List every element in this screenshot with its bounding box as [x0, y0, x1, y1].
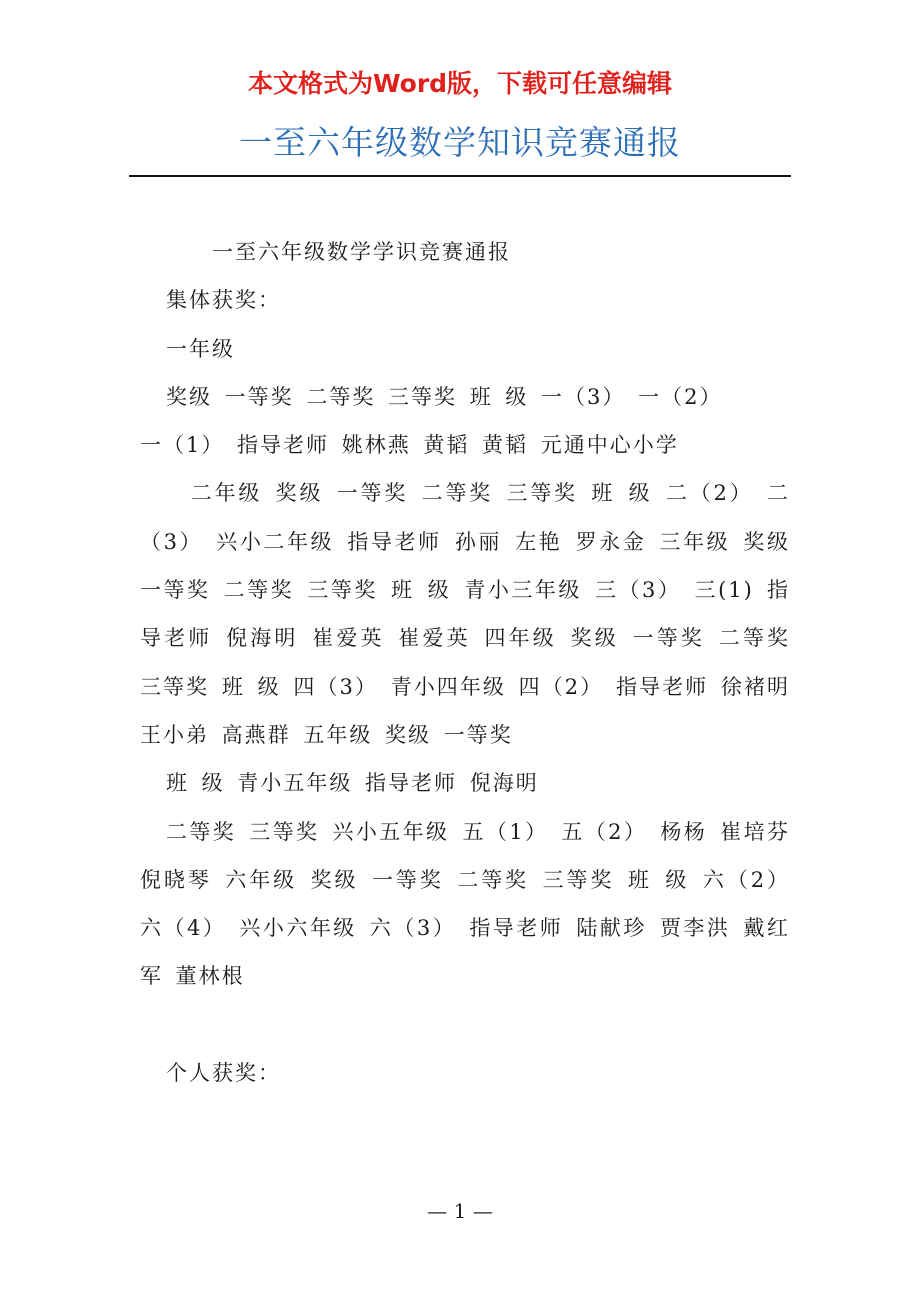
grade1-table-row: 奖级 一等奖 二等奖 三等奖 班 级 一（3） 一（2） [166, 384, 723, 409]
grade1-label: 一年级 [166, 336, 235, 361]
grade5-class-row: 班 级 青小五年级 指导老师 倪海明 [166, 771, 539, 796]
grades-2-5-text: 二年级 奖级 一等奖 二等奖 三等奖 班 级 二（2） 二（3） 兴小二年级 指导老师 孙丽 左艳 罗永金 三年级 奖级 一等奖 二等奖 三等奖 班 级 青小三年级 三（3） 三(1) 指导老师 倪海明 崔爱英 崔爱英 四年级 奖级 一等奖 二等奖 三等奖 班 级 四（3） 青小四年级 四（2） 指导老师 徐褚明 王小弟 高燕群 五年级 奖级 一等奖 [140, 481, 790, 747]
collective-awards-label: 集体获奖： [166, 288, 281, 313]
grade1-table-row-2: 一（1） 指导老师 姚林燕 黄韬 黄韬 元通中心小学 [140, 433, 679, 458]
individual-awards-label: 个人获奖： [166, 1060, 281, 1085]
grades-5-6-text: 二等奖 三等奖 兴小五年级 五（1） 五（2） 杨杨 崔培芬 倪晓琴 六年级 奖级 一等奖 二等奖 三等奖 班 级 六（2） 六（4） 兴小六年级 六（3） 指导老师 陆献珍 贾李洪 戴红军 董林根 [140, 819, 790, 989]
document-body [140, 228, 790, 1097]
grades-2-5-paragraph [140, 469, 790, 759]
grades-5-6-paragraph [140, 808, 790, 1001]
paragraph-gap [140, 1001, 790, 1049]
body-heading: 一至六年级数学学识竞赛通报 [212, 240, 511, 264]
title-divider [129, 175, 791, 177]
document-title: 一至六年级数学知识竞赛通报 [239, 123, 681, 162]
word-format-notice: 本文格式为Word版，下载可任意编辑 [247, 69, 673, 98]
page-number: — 1 — [427, 1199, 493, 1223]
